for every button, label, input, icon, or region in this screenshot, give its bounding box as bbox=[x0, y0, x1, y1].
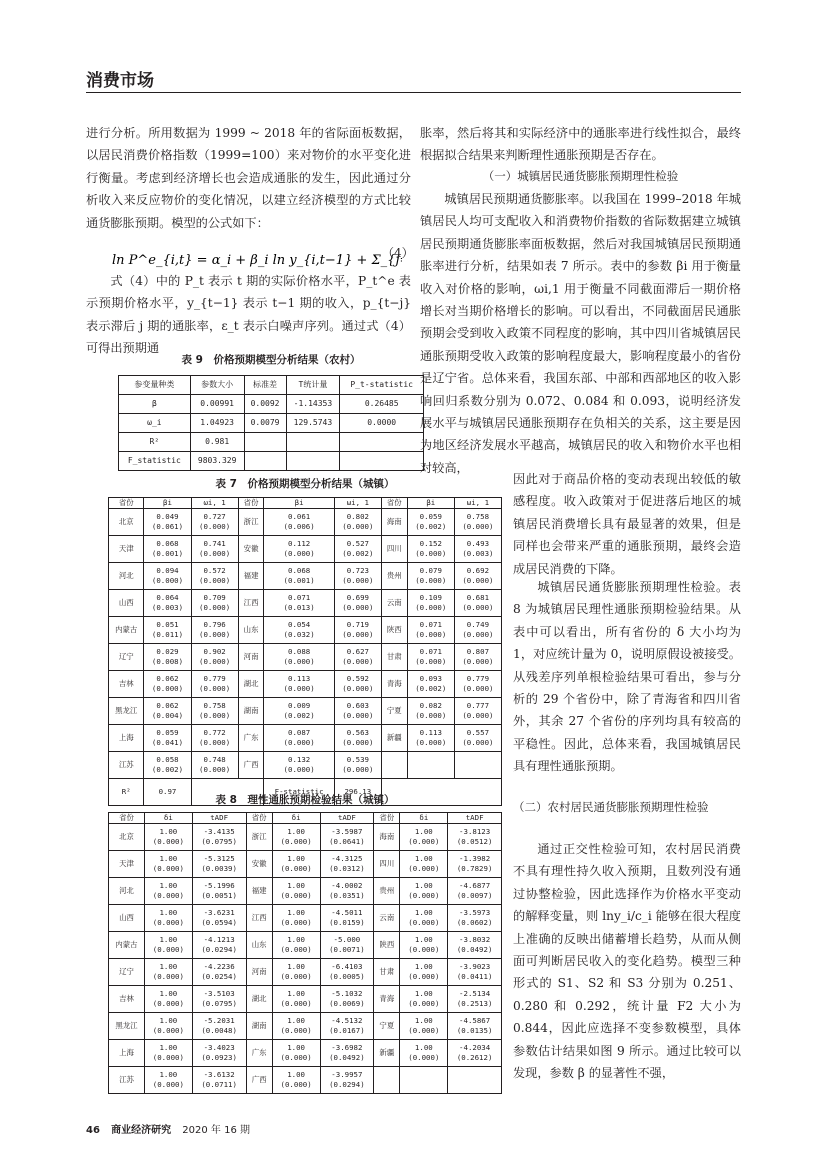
table9-cell: R² bbox=[119, 433, 191, 452]
table-row bbox=[109, 959, 502, 986]
table9-cell bbox=[340, 433, 424, 452]
table7-cell: 0.113 (0.000) bbox=[264, 671, 334, 698]
table7-cell: 0.727 (0.000) bbox=[191, 509, 238, 536]
table7-cell bbox=[407, 752, 454, 779]
table8-cell: -4.6877 (0.0097) bbox=[448, 878, 502, 905]
table7-cell: 0.071 (0.000) bbox=[407, 644, 454, 671]
table8-cell: 1.00 (0.000) bbox=[272, 959, 320, 986]
table8-cell: 1.00 (0.000) bbox=[400, 905, 448, 932]
table7-cell: 天津 bbox=[109, 536, 144, 563]
table7-cell: 0.758 (0.000) bbox=[454, 509, 501, 536]
table7-cell: 0.692 (0.000) bbox=[454, 563, 501, 590]
table7-cell bbox=[381, 752, 407, 779]
table8-cell: 1.00 (0.000) bbox=[144, 1040, 192, 1067]
table7-cell: 海南 bbox=[381, 509, 407, 536]
table7-cell bbox=[454, 752, 501, 779]
table9-cell: -1.14353 bbox=[286, 395, 340, 414]
table7-cell: 0.062 (0.000) bbox=[144, 671, 191, 698]
table8-cell: -6.4103 (0.0005) bbox=[320, 959, 374, 986]
table8-cell: 河南 bbox=[246, 959, 272, 986]
table8-header-8: tADF bbox=[448, 813, 502, 824]
table7-cell: 宁夏 bbox=[381, 698, 407, 725]
table7-cell: 0.071 (0.013) bbox=[264, 590, 334, 617]
table7-cell: 江苏 bbox=[109, 752, 144, 779]
table9-header-0: 参变量种类 bbox=[119, 376, 191, 395]
right-paragraph-1 bbox=[420, 122, 741, 167]
table7-cell: 0.779 (0.000) bbox=[191, 671, 238, 698]
table8-cell: -3.8032 (0.0492) bbox=[448, 932, 502, 959]
table7-cell: 0.093 (0.002) bbox=[407, 671, 454, 698]
table8-cell: -4.1213 (0.0294) bbox=[192, 932, 246, 959]
table9-cell: β bbox=[119, 395, 191, 414]
table8-header-7: δi bbox=[400, 813, 448, 824]
table8-cell: -4.5132 (0.0167) bbox=[320, 1013, 374, 1040]
table-row bbox=[109, 824, 502, 851]
table-row bbox=[109, 905, 502, 932]
table7-cell: 陕西 bbox=[381, 617, 407, 644]
table8-cell: -3.5987 (0.0641) bbox=[320, 824, 374, 851]
table9-cell: 0.0000 bbox=[340, 414, 424, 433]
table7-cell: 0.087 (0.000) bbox=[264, 725, 334, 752]
right-text-4: 城镇居民通货膨胀预期理性检验。表 8 为城镇居民理性通胀预期检验结果。从表中可以看出，所有省份的 δ 大小均为 1，对应统计量为 0，说明原假设被接受。从残差序列单根检验结果可看出，参与分析的 29 个省份中，除了青海省和四川省外，其余 27 个省份的序列均具有较高的平稳性。因此，总体来看，我国城镇居民具有理性通胀预期。 bbox=[513, 580, 741, 774]
table8-cell: 1.00 (0.000) bbox=[272, 851, 320, 878]
table8-header-5: tADF bbox=[320, 813, 374, 824]
right-text-5: 通过正交性检验可知，农村居民消费不具有理性持久收入预期，且数列没有通过协整检验，因此选择作为价格水平变动的解释变量，则 lny_i/c_i 能够在很大程度上准确的反映出储蓄增长趋势，从而从侧面可判断居民收入的变化趋势。模型三种形式的 S1、S2 和 S3 分别为 0.251、0.280 和 0.292，统计量 F2 大小为 0.844，因此应选择不变参数模型，具体参数估计结果如图 9 所示。通过比较可以发现，参数 β 的显著性不强， bbox=[513, 842, 741, 1081]
table8-cell: 1.00 (0.000) bbox=[272, 1013, 320, 1040]
table7-cell: 0.132 (0.000) bbox=[264, 752, 334, 779]
table9-cell: 0.26485 bbox=[340, 395, 424, 414]
table7-cell: 北京 bbox=[109, 509, 144, 536]
table8-cell: -4.5867 (0.0135) bbox=[448, 1013, 502, 1040]
table7-cell: 湖南 bbox=[238, 698, 264, 725]
table8-cell: -3.9957 (0.0294) bbox=[320, 1067, 374, 1094]
table7-cell: 0.049 (0.061) bbox=[144, 509, 191, 536]
table-row bbox=[109, 644, 502, 671]
table8-cell: 1.00 (0.000) bbox=[144, 824, 192, 851]
table8-cell: 辽宁 bbox=[109, 959, 145, 986]
table8-cell: 福建 bbox=[246, 878, 272, 905]
table7-cell: 辽宁 bbox=[109, 644, 144, 671]
table8-cell: -5.1996 (0.0051) bbox=[192, 878, 246, 905]
table7-cell: 山西 bbox=[109, 590, 144, 617]
table7-cell: 浙江 bbox=[238, 509, 264, 536]
table8-cell: 四川 bbox=[374, 851, 400, 878]
svg-text:ln P^e_{i,t} = α_i + β_i ln y_: ln P^e_{i,t} = α_i + β_i ln y_{i,t−1} + Σ_{j bbox=[112, 253, 400, 268]
table8-cell bbox=[400, 1067, 448, 1094]
r2-value: 0.97 bbox=[144, 779, 191, 806]
table8-header-0: 省份 bbox=[109, 813, 145, 824]
table9-cell bbox=[286, 452, 340, 471]
table8-cell: 1.00 (0.000) bbox=[400, 986, 448, 1013]
table8-cell: -3.4023 (0.0923) bbox=[192, 1040, 246, 1067]
table8-cell: 1.00 (0.000) bbox=[144, 1013, 192, 1040]
f-value: 296.13 bbox=[334, 779, 381, 806]
r2-label: R² bbox=[109, 779, 144, 806]
header-rule bbox=[86, 92, 741, 93]
table7-header-4: βi bbox=[264, 498, 334, 509]
table7-cell: 福建 bbox=[238, 563, 264, 590]
table7-cell: 河南 bbox=[238, 644, 264, 671]
table8-cell: 1.00 (0.000) bbox=[144, 1067, 192, 1094]
table7-cell: 0.054 (0.032) bbox=[264, 617, 334, 644]
table7-cell: 0.029 (0.008) bbox=[144, 644, 191, 671]
right-text-1: 胀率，然后将其和实际经济中的通胀率进行线性拟合，最终根据拟合结果来判断理性通胀预期是否存在。 bbox=[420, 126, 741, 163]
table8-cell bbox=[374, 1067, 400, 1094]
table-row bbox=[109, 1067, 502, 1094]
table8-header-6: 省份 bbox=[374, 813, 400, 824]
table7-header-1: βi bbox=[144, 498, 191, 509]
table9-cell: 0.00991 bbox=[190, 395, 244, 414]
table8-cell: 上海 bbox=[109, 1040, 145, 1067]
table8-cell: 甘肃 bbox=[374, 959, 400, 986]
table8-cell: -5.000 (0.0071) bbox=[320, 932, 374, 959]
table7-cell: 0.068 (0.001) bbox=[144, 536, 191, 563]
table8-cell: 江西 bbox=[246, 905, 272, 932]
table8-cell: -5.2031 (0.0048) bbox=[192, 1013, 246, 1040]
table7-cell: 0.603 (0.000) bbox=[334, 698, 381, 725]
table8-cell: 青海 bbox=[374, 986, 400, 1013]
right-paragraph-3 bbox=[513, 468, 741, 580]
table8-cell: 天津 bbox=[109, 851, 145, 878]
table7-cell: 0.527 (0.002) bbox=[334, 536, 381, 563]
table7-cell: 0.627 (0.000) bbox=[334, 644, 381, 671]
table8-cell: -3.5103 (0.0795) bbox=[192, 986, 246, 1013]
table7-cell: 0.802 (0.000) bbox=[334, 509, 381, 536]
table7-cell: 0.082 (0.000) bbox=[407, 698, 454, 725]
table-7 bbox=[108, 497, 502, 806]
table8-cell: 云南 bbox=[374, 905, 400, 932]
table7-cell: 0.592 (0.000) bbox=[334, 671, 381, 698]
table-row bbox=[109, 563, 502, 590]
table-9 bbox=[118, 375, 424, 471]
table8-cell: 浙江 bbox=[246, 824, 272, 851]
left-text-2: 式（4）中的 P_t 表示 t 期的实际价格水平，P_t^e 表示预期价格水平，y_{t−1} 表示 t−1 期的收入，p_{t−j} 表示滞后 j 期的通胀率，ε_t 表示白噪声序列。通过式（4）可得出预期通 bbox=[86, 274, 411, 356]
table-row bbox=[119, 395, 424, 414]
table-row bbox=[109, 1013, 502, 1040]
table7-cell: 0.088 (0.000) bbox=[264, 644, 334, 671]
table8-cell: 湖南 bbox=[246, 1013, 272, 1040]
table7-cell: 0.051 (0.011) bbox=[144, 617, 191, 644]
table8-cell: 1.00 (0.000) bbox=[144, 932, 192, 959]
table7-cell: 内蒙古 bbox=[109, 617, 144, 644]
f-label: F-statistic bbox=[264, 779, 334, 806]
table8-cell: 1.00 (0.000) bbox=[400, 1013, 448, 1040]
table7-cell: 贵州 bbox=[381, 563, 407, 590]
table9-header-2: 标准差 bbox=[244, 376, 286, 395]
table8-cell: 1.00 (0.000) bbox=[272, 1067, 320, 1094]
table8-cell: 陕西 bbox=[374, 932, 400, 959]
table7-cell: 0.493 (0.003) bbox=[454, 536, 501, 563]
table7-cell: 0.749 (0.000) bbox=[454, 617, 501, 644]
table7-header-7: βi bbox=[407, 498, 454, 509]
table9-cell: 129.5743 bbox=[286, 414, 340, 433]
table7-cell: 0.059 (0.002) bbox=[407, 509, 454, 536]
table7-cell: 0.902 (0.000) bbox=[191, 644, 238, 671]
table8-cell: 湖北 bbox=[246, 986, 272, 1013]
table7-caption: 表 7 价格预期模型分析结果（城镇） bbox=[215, 478, 395, 490]
journal-name: 商业经济研究 bbox=[111, 1125, 172, 1136]
table7-cell: 0.062 (0.004) bbox=[144, 698, 191, 725]
issue-label: 2020 年 16 期 bbox=[182, 1125, 251, 1136]
table8-cell: -3.6132 (0.0711) bbox=[192, 1067, 246, 1094]
table9-cell: F_statistic bbox=[119, 452, 191, 471]
table8-cell: 1.00 (0.000) bbox=[272, 878, 320, 905]
table8-cell: -4.5011 (0.0159) bbox=[320, 905, 374, 932]
table8-cell: 1.00 (0.000) bbox=[272, 986, 320, 1013]
table7-cell: 0.758 (0.000) bbox=[191, 698, 238, 725]
table-row bbox=[119, 414, 424, 433]
table8-cell: 1.00 (0.000) bbox=[272, 1040, 320, 1067]
left-paragraph-2 bbox=[86, 270, 411, 360]
table7-cell: 0.109 (0.000) bbox=[407, 590, 454, 617]
table7-header-0: 省份 bbox=[109, 498, 144, 509]
table7-cell: 0.079 (0.000) bbox=[407, 563, 454, 590]
heading-rural: （二）农村居民通货膨胀预期理性检验 bbox=[513, 800, 709, 814]
table7-cell: 0.113 (0.000) bbox=[407, 725, 454, 752]
table7-cell: 河北 bbox=[109, 563, 144, 590]
table7-cell: 0.807 (0.000) bbox=[454, 644, 501, 671]
table-row bbox=[109, 671, 502, 698]
table7-cell: 青海 bbox=[381, 671, 407, 698]
table8-cell: -3.4135 (0.0795) bbox=[192, 824, 246, 851]
table7-cell: 0.059 (0.041) bbox=[144, 725, 191, 752]
table8-cell: 1.00 (0.000) bbox=[144, 905, 192, 932]
table7-cell: 四川 bbox=[381, 536, 407, 563]
heading-urban: （一）城镇居民通货膨胀预期理性检验 bbox=[482, 169, 679, 183]
table-row bbox=[109, 878, 502, 905]
table7-cell: 0.709 (0.000) bbox=[191, 590, 238, 617]
table7-cell: 0.009 (0.002) bbox=[264, 698, 334, 725]
table-row bbox=[109, 1040, 502, 1067]
table9-cell bbox=[286, 433, 340, 452]
table9-header-4: P_t-statistic bbox=[340, 376, 424, 395]
table8-cell: 河北 bbox=[109, 878, 145, 905]
table9-caption: 表 9 价格预期模型分析结果（农村） bbox=[181, 354, 361, 366]
table8-cell: 内蒙古 bbox=[109, 932, 145, 959]
table7-cell: 上海 bbox=[109, 725, 144, 752]
table8-cell: -5.3125 (0.0039) bbox=[192, 851, 246, 878]
table8-cell: 1.00 (0.000) bbox=[144, 851, 192, 878]
table8-cell: 吉林 bbox=[109, 986, 145, 1013]
table8-cell: 1.00 (0.000) bbox=[400, 932, 448, 959]
table7-cell: 0.772 (0.000) bbox=[191, 725, 238, 752]
table8-cell: -4.2236 (0.0254) bbox=[192, 959, 246, 986]
table9-cell: 0.981 bbox=[190, 433, 244, 452]
page-number: 46 bbox=[86, 1125, 100, 1136]
table8-cell: -1.3982 (0.7829) bbox=[448, 851, 502, 878]
table-row bbox=[109, 851, 502, 878]
right-paragraph-4 bbox=[513, 576, 741, 778]
table7-cell: 黑龙江 bbox=[109, 698, 144, 725]
table7-header-6: 省份 bbox=[381, 498, 407, 509]
table8-cell: 1.00 (0.000) bbox=[400, 878, 448, 905]
table7-cell: 0.071 (0.000) bbox=[407, 617, 454, 644]
table7-cell: 0.064 (0.003) bbox=[144, 590, 191, 617]
right-paragraph-5 bbox=[513, 838, 741, 1084]
table8-cell: 海南 bbox=[374, 824, 400, 851]
table8-cell: 1.00 (0.000) bbox=[400, 824, 448, 851]
table7-cell: 0.557 (0.000) bbox=[454, 725, 501, 752]
table8-header-2: tADF bbox=[192, 813, 246, 824]
table8-cell: -3.8123 (0.0512) bbox=[448, 824, 502, 851]
table8-cell: 山东 bbox=[246, 932, 272, 959]
right-paragraph-2 bbox=[420, 188, 741, 479]
table-row bbox=[109, 617, 502, 644]
table7-cell: 0.094 (0.000) bbox=[144, 563, 191, 590]
table7-cell: 甘肃 bbox=[381, 644, 407, 671]
table8-cell: 广西 bbox=[246, 1067, 272, 1094]
table7-cell: 0.796 (0.000) bbox=[191, 617, 238, 644]
table-row bbox=[109, 536, 502, 563]
table7-cell: 0.563 (0.000) bbox=[334, 725, 381, 752]
table8-cell: 北京 bbox=[109, 824, 145, 851]
table8-cell: 1.00 (0.000) bbox=[144, 959, 192, 986]
left-text-1: 进行分析。所用数据为 1999 ~ 2018 年的省际面板数据，以居民消费价格指数（1999=100）来对物价的水平变化进行衡量。考虑到经济增长也会造成通胀的发生，因此通过分析收入来反应物价的变化情况，以建立经济模型的方式比较通货膨胀预期。模型的公式如下： bbox=[86, 126, 411, 230]
table8-cell: 1.00 (0.000) bbox=[400, 959, 448, 986]
table8-cell bbox=[448, 1067, 502, 1094]
table-row bbox=[119, 452, 424, 471]
table8-cell: -3.6982 (0.0492) bbox=[320, 1040, 374, 1067]
table7-cell: 吉林 bbox=[109, 671, 144, 698]
equation-number: （4） bbox=[382, 246, 414, 260]
table7-cell: 江西 bbox=[238, 590, 264, 617]
table7-cell: 0.779 (0.000) bbox=[454, 671, 501, 698]
table7-cell: 0.152 (0.000) bbox=[407, 536, 454, 563]
table7-cell: 云南 bbox=[381, 590, 407, 617]
table8-cell: 山西 bbox=[109, 905, 145, 932]
table9-cell bbox=[340, 452, 424, 471]
table8-cell: 1.00 (0.000) bbox=[144, 878, 192, 905]
right-text-3: 因此对于商品价格的变动表现出较低的敏感程度。收入政策对于促进落后地区的城镇居民消费增长具有最显著的效果，但是同样也会带来严重的通胀预期，最终会造成居民消费的下降。 bbox=[513, 472, 741, 576]
table7-cell: 0.061 (0.006) bbox=[264, 509, 334, 536]
table7-cell: 0.112 (0.000) bbox=[264, 536, 334, 563]
table7-cell: 0.572 (0.000) bbox=[191, 563, 238, 590]
table8-cell: -3.5973 (0.0602) bbox=[448, 905, 502, 932]
table7-cell: 安徽 bbox=[238, 536, 264, 563]
table9-cell bbox=[244, 433, 286, 452]
table7-cell: 0.058 (0.002) bbox=[144, 752, 191, 779]
table7-cell: 山东 bbox=[238, 617, 264, 644]
table9-cell: 0.0079 bbox=[244, 414, 286, 433]
table8-cell: 1.00 (0.000) bbox=[400, 851, 448, 878]
table8-cell: 1.00 (0.000) bbox=[272, 905, 320, 932]
table9-header-3: T统计量 bbox=[286, 376, 340, 395]
table8-cell: 安徽 bbox=[246, 851, 272, 878]
table9-header-1: 参数大小 bbox=[190, 376, 244, 395]
left-paragraph-1 bbox=[86, 122, 411, 234]
section-title: 消费市场 bbox=[86, 71, 154, 91]
table8-cell: 江苏 bbox=[109, 1067, 145, 1094]
table-row bbox=[109, 986, 502, 1013]
table8-header-4: δi bbox=[272, 813, 320, 824]
table8-cell: 1.00 (0.000) bbox=[144, 986, 192, 1013]
table8-cell: -3.6231 (0.0594) bbox=[192, 905, 246, 932]
table7-header-8: ωi, 1 bbox=[454, 498, 501, 509]
table-row bbox=[109, 698, 502, 725]
table9-cell: 0.0092 bbox=[244, 395, 286, 414]
table7-cell: 广东 bbox=[238, 725, 264, 752]
table7-cell: 0.723 (0.000) bbox=[334, 563, 381, 590]
table8-cell: 1.00 (0.000) bbox=[272, 932, 320, 959]
table7-cell: 0.741 (0.000) bbox=[191, 536, 238, 563]
table8-cell: 新疆 bbox=[374, 1040, 400, 1067]
table7-header-5: ωi, 1 bbox=[334, 498, 381, 509]
table7-cell: 0.719 (0.000) bbox=[334, 617, 381, 644]
table7-cell: 0.748 (0.000) bbox=[191, 752, 238, 779]
table8-cell: 宁夏 bbox=[374, 1013, 400, 1040]
table8-cell: -2.5134 (0.2513) bbox=[448, 986, 502, 1013]
table7-header-3: 省份 bbox=[238, 498, 264, 509]
table7-cell: 湖北 bbox=[238, 671, 264, 698]
table-8 bbox=[108, 812, 502, 1094]
table-row bbox=[109, 725, 502, 752]
right-text-2: 城镇居民预期通货膨胀率。以我国在 1999–2018 年城镇居民人均可支配收入和消费物价指数的省际数据建立城镇居民预期通货膨胀率面板数据，然后对我国城镇居民预期通胀率进行分析，结果如表 7 所示。表中的参数 βi 用于衡量收入对价格的影响，ωi,1 用于衡量不同截面滞后一期价格增长对当期价格增长的影响。可以看出，不同截面居民通胀预期会受到收入政策不同程度的影响，其中四川省城镇居民通胀预期受收入政策的影响程度最大，影响程度最小的省份是辽宁省。总体来看，我国东部、中部和西部地区的收入影响回归系数分别为 0.072、0.084 和 0.093，说明经济发展水平与城镇居民通胀预期存在负相关的关系，这主要是因为地区经济发展水平越高，城镇居民的收入和物价水平也相对较高， bbox=[420, 192, 741, 475]
table8-header-1: δi bbox=[144, 813, 192, 824]
table8-header-3: 省份 bbox=[246, 813, 272, 824]
table-row bbox=[109, 932, 502, 959]
table7-cell: 广西 bbox=[238, 752, 264, 779]
table7-cell: 0.681 (0.000) bbox=[454, 590, 501, 617]
table-row bbox=[109, 752, 502, 779]
page-footer bbox=[86, 1121, 250, 1136]
table7-cell: 0.699 (0.000) bbox=[334, 590, 381, 617]
table8-cell: -4.0002 (0.0351) bbox=[320, 878, 374, 905]
table9-cell: 1.04923 bbox=[190, 414, 244, 433]
table8-cell: 贵州 bbox=[374, 878, 400, 905]
table7-header-2: ωi, 1 bbox=[191, 498, 238, 509]
table7-cell: 0.539 (0.000) bbox=[334, 752, 381, 779]
table7-cell: 0.068 (0.001) bbox=[264, 563, 334, 590]
table7-cell: 新疆 bbox=[381, 725, 407, 752]
table8-cell: 1.00 (0.000) bbox=[400, 1040, 448, 1067]
table8-caption: 表 8 理性通胀预期检验结果（城镇） bbox=[215, 794, 395, 806]
table8-cell: -3.9023 (0.0411) bbox=[448, 959, 502, 986]
table-row bbox=[109, 509, 502, 536]
table-row bbox=[119, 433, 424, 452]
table8-cell: 1.00 (0.000) bbox=[272, 824, 320, 851]
table8-cell: -4.3125 (0.0312) bbox=[320, 851, 374, 878]
table7-cell: 0.777 (0.000) bbox=[454, 698, 501, 725]
table9-cell: ω_i bbox=[119, 414, 191, 433]
table9-cell: 9803.329 bbox=[190, 452, 244, 471]
table8-cell: 黑龙江 bbox=[109, 1013, 145, 1040]
table8-cell: 广东 bbox=[246, 1040, 272, 1067]
table8-cell: -5.1032 (0.0069) bbox=[320, 986, 374, 1013]
table8-cell: -4.2034 (0.2612) bbox=[448, 1040, 502, 1067]
table-row bbox=[109, 590, 502, 617]
table9-cell bbox=[244, 452, 286, 471]
